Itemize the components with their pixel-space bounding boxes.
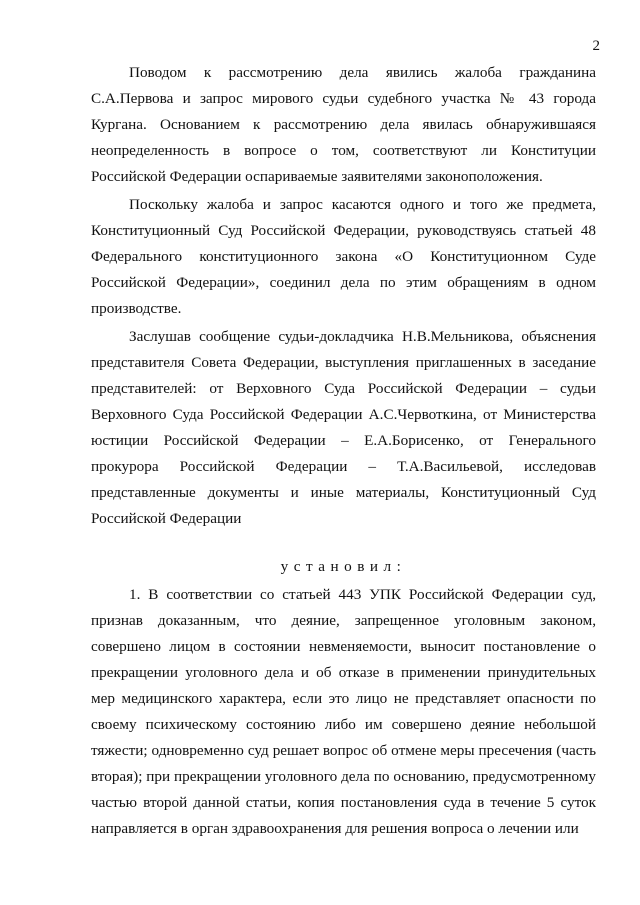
section-heading-established: установил: <box>280 558 407 575</box>
page-number: 2 <box>592 38 600 54</box>
paragraph-point-1: 1. В соответствии со статьей 443 УПК Российской Федерации суд, признав доказанным, что деяние, запрещенное уголовным законом, совершено лицом в состоянии невменяемости, выносит постановление о прекращении уголовного дела и об отказе в применении принудительных мер медицинского характера, если это лицо не представляет опасности по своему психическому состоянию либо им совершено деяние небольшой тяжести; одновременно суд решает вопрос об отмене меры пресечения (часть вторая); при прекращении уголовного дела по основанию, предусмотренному частью второй данной статьи, копия постановления суда в течение 5 суток направляется в орган здравоохранения для решения вопроса о лечении или <box>91 586 596 837</box>
document-body <box>91 60 596 842</box>
paragraph-joinder: Поскольку жалоба и запрос касаются одного и того же предмета, Конституционный Суд Российской Федерации, руководствуясь статьей 48 Федерального конституционного закона «О Конституционном Суде Российской Федерации», соединил дела по этим обращениям в одном производстве. <box>91 196 596 317</box>
paragraph-hearing: Заслушав сообщение судьи-докладчика Н.В.Мельникова, объяснения представителя Совета Федерации, выступления приглашенных в заседание представителей: от Верховного Суда Российской Федерации – судьи Верховного Суда Российской Федерации А.С.Червоткина, от Министерства юстиции Российской Федерации – Е.А.Борисенко, от Генерального прокурора Российской Федерации – Т.А.Васильевой, исследовав представленные документы и иные материалы, Конституционный Суд Российской Федерации <box>91 328 596 527</box>
paragraph-grounds: Поводом к рассмотрению дела явились жалоба гражданина С.А.Первова и запрос мирового судьи судебного участка № 43 города Кургана. Основанием к рассмотрению дела явилась обнаружившаяся неопределенность в вопросе о том, соответствуют ли Конституции Российской Федерации оспариваемые заявителями законоположения. <box>91 64 596 185</box>
